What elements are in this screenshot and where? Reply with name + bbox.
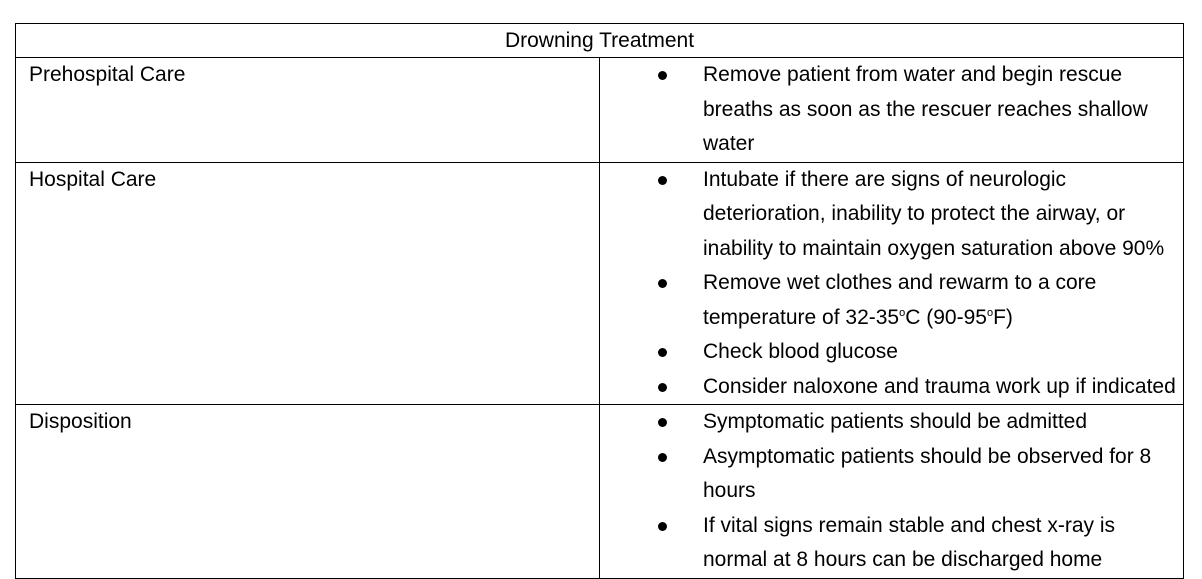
list-item: [600, 163, 1177, 267]
list-item: [600, 335, 1177, 370]
list-item: [600, 370, 1177, 405]
degree-superscript: o: [986, 306, 994, 319]
list-item: [600, 58, 1177, 162]
section-content: [600, 58, 1184, 163]
bullet-icon: [658, 453, 667, 462]
table-title: Drowning Treatment: [16, 24, 1184, 58]
list-item-text: Symptomatic patients should be admitted: [703, 410, 1088, 433]
bullet-icon: [658, 418, 667, 427]
section-label: Disposition: [16, 405, 600, 579]
section-row-hospital-care: [16, 162, 1184, 405]
title-row: [16, 24, 1184, 58]
list-item-text: Remove patient from water and begin rescue breaths as soon as the rescuer reaches shallow water: [703, 63, 1148, 155]
list-item-text: Asymptomatic patients should be observed for 8 hours: [703, 444, 1152, 502]
bullet-list: [600, 405, 1177, 578]
list-item-text: If vital signs remain stable and chest x-ray is normal at 8 hours can be discharged home: [703, 513, 1116, 571]
bullet-icon: [658, 176, 667, 185]
bullet-list: [600, 163, 1177, 405]
section-label: Prehospital Care: [16, 58, 600, 163]
list-item-text: Check blood glucose: [703, 340, 898, 363]
drowning-treatment-table: [15, 23, 1184, 579]
list-item: [600, 440, 1177, 509]
section-label: Hospital Care: [16, 162, 600, 405]
section-content: [600, 405, 1184, 579]
bullet-list: [600, 58, 1177, 162]
bullet-icon: [658, 348, 667, 357]
bullet-icon: [658, 522, 667, 531]
bullet-icon: [658, 71, 667, 80]
section-content: [600, 162, 1184, 405]
list-item: [600, 509, 1177, 578]
text-fragment: F): [993, 305, 1013, 329]
list-item-text: Intubate if there are signs of neurologic deterioration, inability to protect the airway, or inability to maintain oxygen saturation above 90%: [703, 167, 1165, 260]
bullet-icon: [658, 279, 667, 288]
text-fragment: Remove wet clothes and rewarm to a core temperature of 32-35: [703, 271, 1097, 329]
list-item: [600, 266, 1177, 335]
list-item-text: [703, 271, 1096, 329]
bullet-icon: [658, 383, 667, 392]
list-item: [600, 405, 1177, 440]
degree-superscript: o: [899, 306, 906, 319]
section-row-disposition: [16, 405, 1184, 579]
list-item-text: Consider naloxone and trauma work up if indicated: [703, 374, 1176, 398]
section-row-prehospital-care: [16, 58, 1184, 163]
text-fragment: C (90-95: [905, 305, 987, 329]
